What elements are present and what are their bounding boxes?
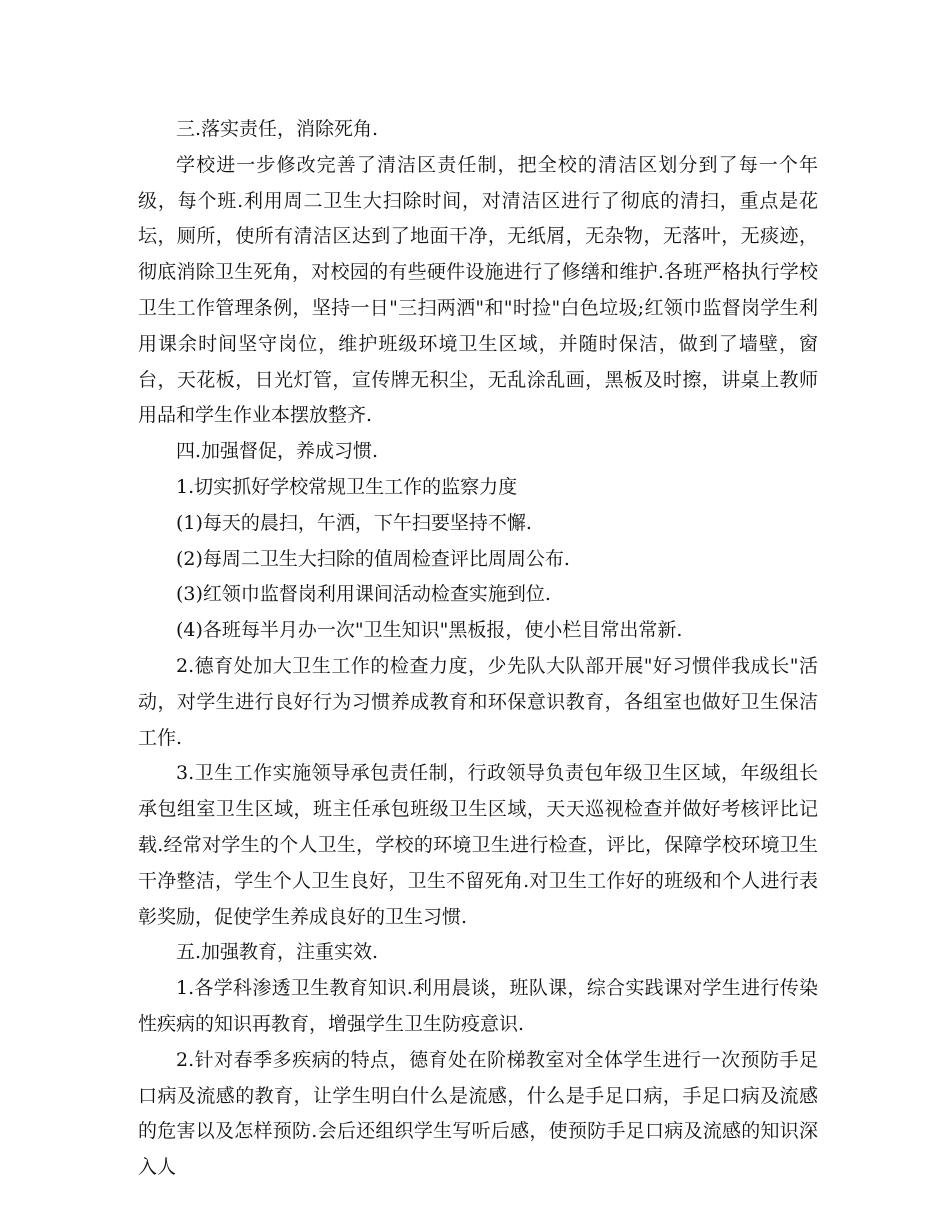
sub-item-3: (3)红领巾监督岗利用课间活动检查实施到位. (176, 583, 551, 606)
document-body (138, 112, 818, 1186)
list-item-moral-education: 2.德育处加大卫生工作的检查力度，少先队大队部开展"好习惯伴我成长"活动，对学生进行良好行为习惯养成教育和环保意识教育，各组室也做好卫生保洁工作. (138, 654, 818, 749)
list-item-supervision: 1.切实抓好学校常规卫生工作的监察力度 (176, 475, 518, 498)
paragraph-cleaning-responsibility: 学校进一步修改完善了清洁区责任制，把全校的清洁区划分到了每一个年级，每个班.利用周二卫生大扫除时间，对清洁区进行了彻底的清扫，重点是花坛，厕所，使所有清洁区达到了地面干净，无纸屑，无杂物，无落叶，无痰迹，彻底消除卫生死角，对校园的有些硬件设施进行了修缮和维护.各班严格执行学校卫生工作管理条例，坚持一日"三扫两洒"和"时捡"白色垃圾;红领巾监督岗学生利用课余时间坚守岗位，维护班级环境卫生区域，并随时保洁，做到了墙壁，窗台，天花板，日光灯管，宣传牌无积尘，无乱涂乱画，黑板及时擦，讲桌上教师用品和学生作业本摆放整齐. (138, 153, 818, 427)
sub-item-2: (2)每周二卫生大扫除的值周检查评比周周公布. (176, 547, 570, 570)
sub-item-1: (1)每天的晨扫，午洒，下午扫要坚持不懈. (176, 511, 532, 534)
list-item-disease-prevention: 2.针对春季多疾病的特点，德育处在阶梯教室对全体学生进行一次预防手足口病及流感的教育，让学生明白什么是流感，什么是手足口病，手足口病及流感的危害以及怎样预防.会后还组织学生写听后感，使预防手足口病及流感的知识深入人 (138, 1048, 818, 1179)
sub-item-4: (4)各班每半月办一次"卫生知识"黑板报，使小栏目常出常新. (176, 619, 683, 642)
section-heading-3: 三.落实责任，消除死角. (176, 118, 379, 140)
section-heading-5: 五.加强教育，注重实效. (176, 941, 379, 964)
list-item-subject-education: 1.各学科渗透卫生教育知识.利用晨谈，班队课，综合实践课对学生进行传染性疾病的知识再教育，增强学生卫生防疫意识. (138, 977, 818, 1035)
section-heading-4: 四.加强督促，养成习惯. (176, 440, 379, 463)
list-item-leadership-responsibility: 3.卫生工作实施领导承包责任制，行政领导负责包年级卫生区域，年级组长承包组室卫生区域，班主任承包班级卫生区域，天天巡视检查并做好考核评比记载.经常对学生的个人卫生，学校的环境卫生进行检查，评比，保障学校环境卫生干净整洁，学生个人卫生良好，卫生不留死角.对卫生工作好的班级和个人进行表彰奖励，促使学生养成良好的卫生习惯. (138, 762, 818, 928)
